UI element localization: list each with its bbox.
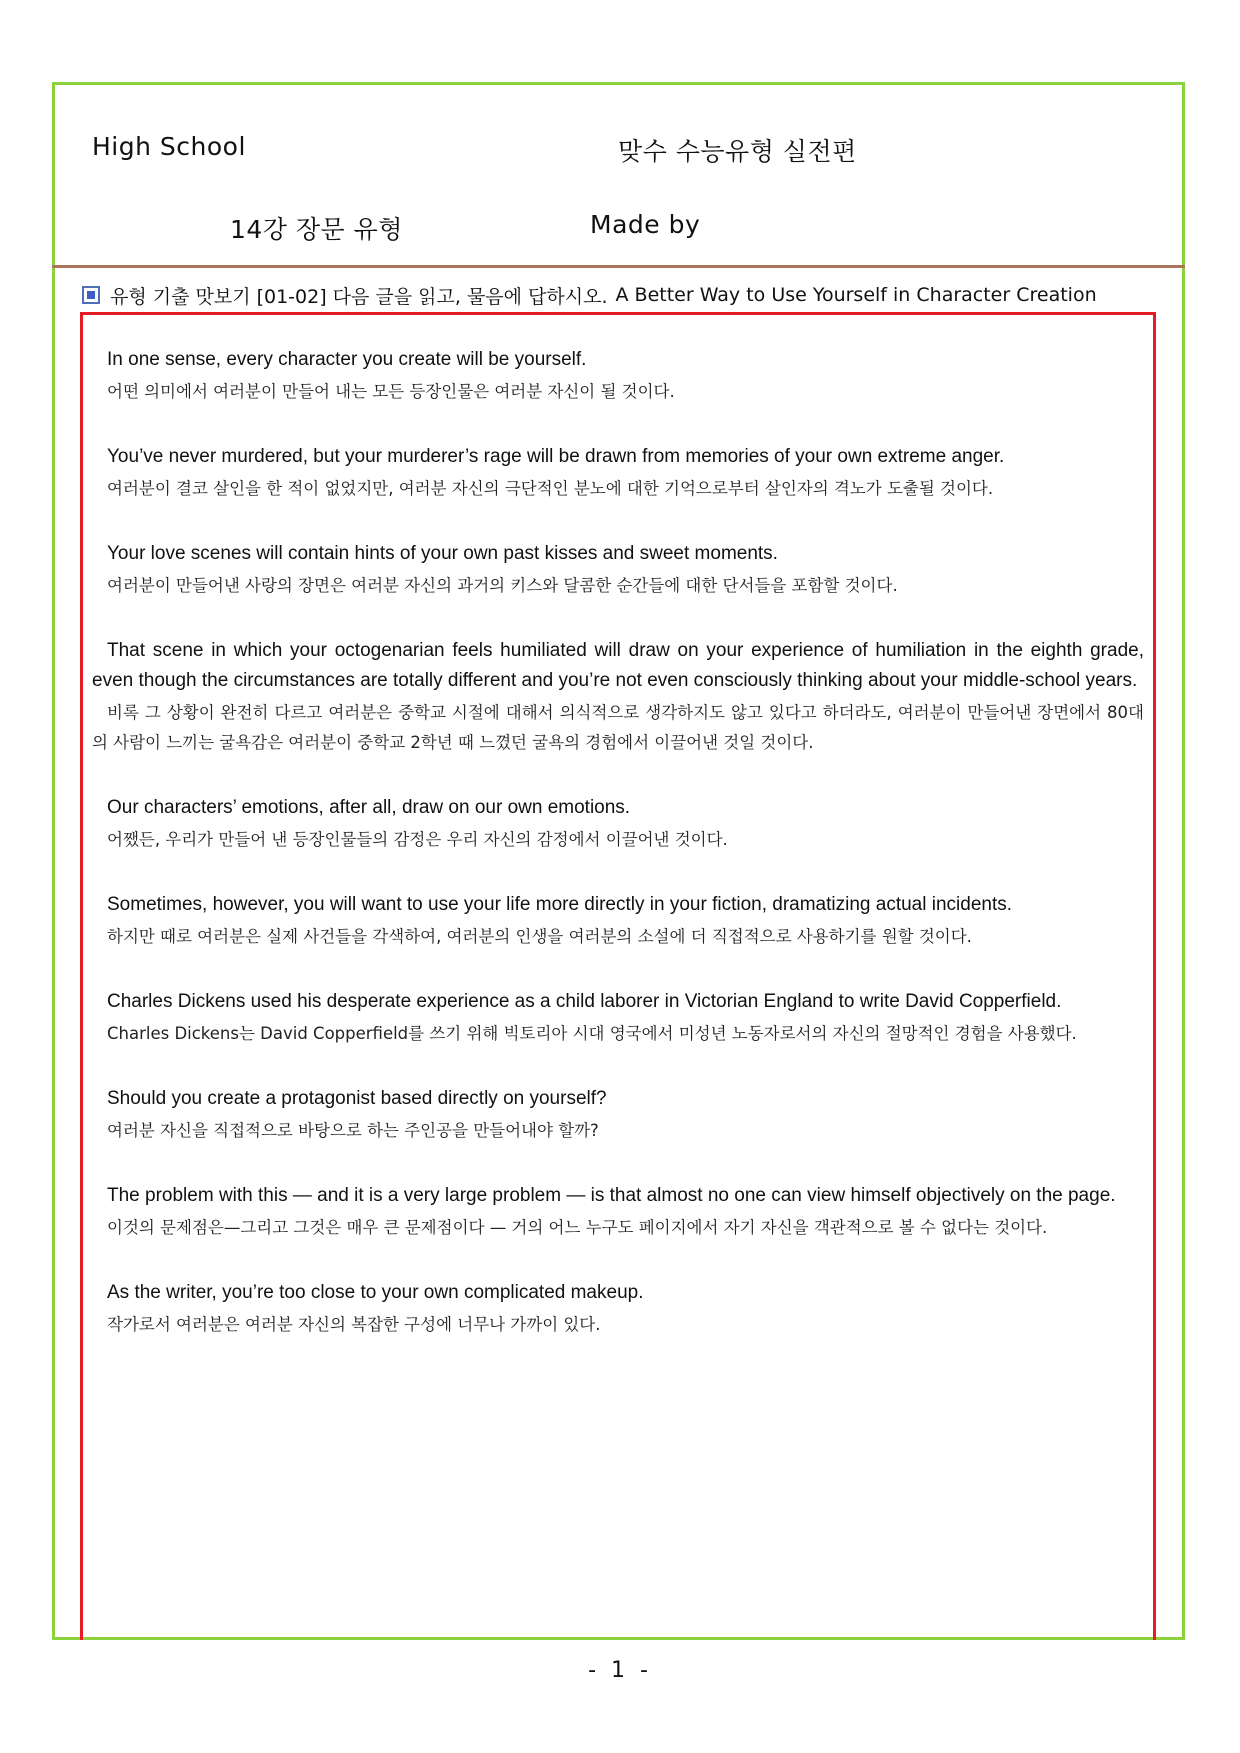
sentence-pair (92, 539, 1144, 601)
korean-translation: 여러분이 결코 살인을 한 적이 없었지만, 여러분 자신의 극단적인 분노에 대한 기억으로부터 살인자의 격노가 도출될 것이다. (107, 479, 994, 498)
sentence-pair (92, 890, 1144, 952)
korean-translation: Charles Dickens는 David Copperfield를 쓰기 위해 빅토리아 시대 영국에서 미성년 노동자로서의 자신의 절망적인 경험을 사용했다. (107, 1024, 1077, 1043)
korean-translation: 여러분이 만들어낸 사랑의 장면은 여러분 자신의 과거의 키스와 달콤한 순간들에 대한 단서들을 포함할 것이다. (107, 576, 898, 595)
header-divider (52, 265, 1185, 268)
sentence-pair (92, 636, 1144, 758)
sentence-pair (92, 1181, 1144, 1243)
sentence-pair (92, 442, 1144, 504)
english-sentence: Our characters’ emotions, after all, draw on our own emotions. (107, 797, 631, 818)
english-sentence: As the writer, you’re too close to your own complicated makeup. (107, 1282, 644, 1303)
question-intro (82, 280, 1097, 310)
korean-translation: 작가로서 여러분은 여러분 자신의 복잡한 구성에 너무나 가까이 있다. (107, 1315, 601, 1334)
question-instruction: 유형 기출 맛보기 [01-02] 다음 글을 읽고, 물음에 답하시오. (110, 285, 608, 308)
lesson-title: 14강 장문 유형 (230, 215, 403, 244)
passage-title: A Better Way to Use Yourself in Character Creation (615, 284, 1097, 306)
passage-list (92, 345, 1144, 1375)
korean-translation: 비록 그 상황이 완전히 다르고 여러분은 중학교 시절에 대해서 의식적으로 생각하지도 않고 있다고 하더라도, 여러분이 만들어낸 장면에서 80대의 사람이 느끼는 굴욕감은 여러분이 중학교 2학년 때 느꼈던 굴욕의 경험에서 이끌어낸 것일 것이다. (92, 703, 1144, 752)
english-sentence: Should you create a protagonist based directly on yourself? (107, 1088, 607, 1109)
sentence-pair (92, 1084, 1144, 1146)
korean-translation: 어떤 의미에서 여러분이 만들어 내는 모든 등장인물은 여러분 자신이 될 것이다. (107, 382, 675, 401)
english-sentence: In one sense, every character you create will be yourself. (107, 349, 587, 370)
english-sentence: Sometimes, however, you will want to use your life more directly in your fiction, dramatizing actual incidents. (107, 894, 1013, 915)
english-sentence: Your love scenes will contain hints of your own past kisses and sweet moments. (107, 543, 778, 564)
page-number: - 1 - (588, 1658, 652, 1683)
sentence-pair (92, 987, 1144, 1049)
korean-translation: 어쨌든, 우리가 만들어 낸 등장인물들의 감정은 우리 자신의 감정에서 이끌어낸 것이다. (107, 830, 728, 849)
korean-translation: 여러분 자신을 직접적으로 바탕으로 하는 주인공을 만들어내야 할까? (107, 1121, 599, 1140)
sentence-pair (92, 793, 1144, 855)
korean-translation: 하지만 때로 여러분은 실제 사건들을 각색하여, 여러분의 인생을 여러분의 소설에 더 직접적으로 사용하기를 원할 것이다. (107, 927, 972, 946)
sentence-pair (92, 345, 1144, 407)
english-sentence: That scene in which your octogenarian feels humiliated will draw on your experience of humiliation in the eighth grade, even though the circumstances are totally different and you’re not even consciously thinking about your middle-school years. (92, 640, 1144, 691)
english-sentence: Charles Dickens used his desperate experience as a child laborer in Victorian England to write David Copperfield. (107, 991, 1062, 1012)
series-title: 맞수 수능유형 실전편 (618, 137, 857, 166)
made-by-label: Made by (590, 210, 701, 239)
sentence-pair (92, 1278, 1144, 1340)
school-level-label: High School (92, 132, 246, 161)
english-sentence: You’ve never murdered, but your murderer’s rage will be drawn from memories of your own extreme anger. (107, 446, 1005, 467)
square-bullet-icon (82, 286, 100, 304)
english-sentence: The problem with this — and it is a very large problem — is that almost no one can view himself objectively on the page. (107, 1185, 1116, 1206)
korean-translation: 이것의 문제점은—그리고 그것은 매우 큰 문제점이다 — 거의 어느 누구도 페이지에서 자기 자신을 객관적으로 볼 수 없다는 것이다. (107, 1218, 1048, 1237)
